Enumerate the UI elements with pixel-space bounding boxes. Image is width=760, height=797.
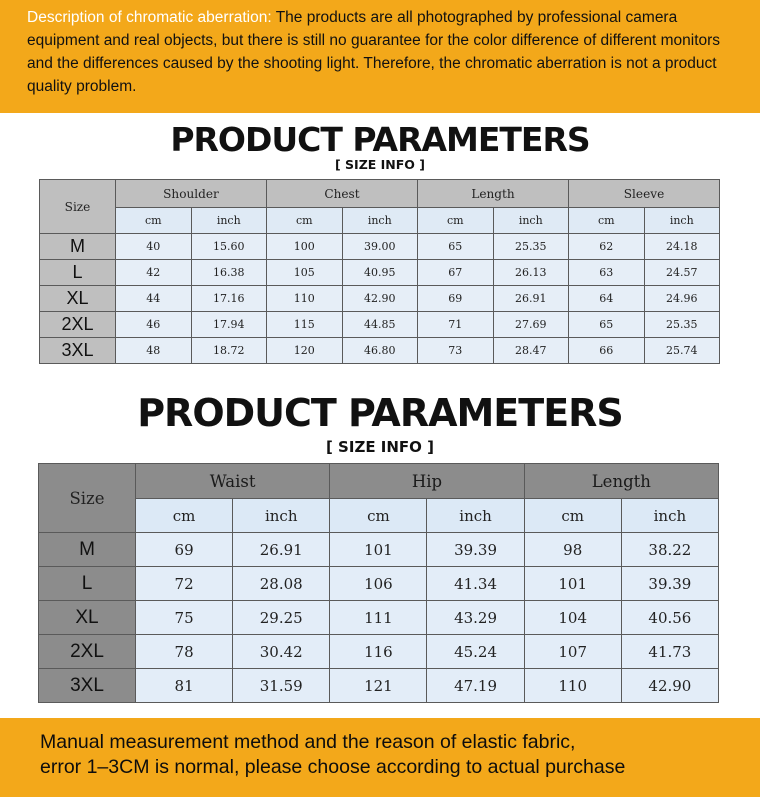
size-column-header: Size (40, 180, 116, 234)
table1-subtitle: [ SIZE INFO ] (334, 157, 425, 172)
top-size-table (39, 179, 720, 364)
size-label: L (39, 567, 136, 601)
table-row (40, 312, 720, 338)
table-cell: 41.34 (427, 567, 524, 601)
table-row (39, 567, 719, 601)
bottom-size-table (38, 463, 719, 703)
table-row (40, 260, 720, 286)
table-cell: 25.35 (644, 312, 720, 338)
table-cell: 98 (524, 533, 621, 567)
table-cell: 69 (418, 286, 494, 312)
table-cell: 48 (116, 338, 192, 364)
table-row (40, 286, 720, 312)
table-cell: 17.16 (191, 286, 267, 312)
table-cell: 106 (330, 567, 427, 601)
table-cell: 30.42 (233, 635, 330, 669)
table-cell: 24.96 (644, 286, 720, 312)
table-cell: 26.91 (493, 286, 569, 312)
unit-header: inch (233, 499, 330, 533)
size-label: M (39, 533, 136, 567)
table-cell: 116 (330, 635, 427, 669)
group-header-hip: Hip (330, 464, 524, 499)
table-cell: 28.08 (233, 567, 330, 601)
table-cell: 62 (569, 234, 645, 260)
table2-subtitle: [ SIZE INFO ] (325, 438, 435, 456)
table-cell: 73 (418, 338, 494, 364)
table-header-row (39, 464, 719, 499)
table-cell: 71 (418, 312, 494, 338)
unit-header: inch (644, 208, 720, 234)
table-row (40, 234, 720, 260)
size-label: 3XL (40, 338, 116, 364)
group-header-sleeve: Sleeve (569, 180, 720, 208)
table-cell: 46 (116, 312, 192, 338)
table-cell: 65 (569, 312, 645, 338)
unit-header: cm (418, 208, 494, 234)
table-cell: 39.39 (621, 567, 718, 601)
unit-header: cm (116, 208, 192, 234)
table-row (40, 338, 720, 364)
table-cell: 25.35 (493, 234, 569, 260)
table-header-row (40, 180, 720, 208)
table-cell: 44.85 (342, 312, 418, 338)
unit-header: cm (267, 208, 343, 234)
table1-title: PRODUCT PARAMETERS (170, 120, 590, 159)
table-cell: 18.72 (191, 338, 267, 364)
table-cell: 100 (267, 234, 343, 260)
table-cell: 110 (524, 669, 621, 703)
table-cell: 105 (267, 260, 343, 286)
group-header-length: Length (418, 180, 569, 208)
table-cell: 42.90 (342, 286, 418, 312)
table-cell: 24.18 (644, 234, 720, 260)
table-cell: 115 (267, 312, 343, 338)
unit-header: cm (136, 499, 233, 533)
table-cell: 44 (116, 286, 192, 312)
note-line-1: Manual measurement method and the reason of elastic fabric, (40, 731, 576, 753)
table-cell: 111 (330, 601, 427, 635)
table-cell: 110 (267, 286, 343, 312)
table-cell: 24.57 (644, 260, 720, 286)
unit-header: inch (621, 499, 718, 533)
note-line-2: error 1–3CM is normal, please choose according to actual purchase (40, 756, 626, 778)
group-header-chest: Chest (267, 180, 418, 208)
table-cell: 47.19 (427, 669, 524, 703)
table-cell: 42.90 (621, 669, 718, 703)
table-cell: 16.38 (191, 260, 267, 286)
table-cell: 41.73 (621, 635, 718, 669)
table-cell: 101 (330, 533, 427, 567)
table-cell: 65 (418, 234, 494, 260)
table-cell: 67 (418, 260, 494, 286)
table-cell: 45.24 (427, 635, 524, 669)
table-cell: 42 (116, 260, 192, 286)
size-label: 3XL (39, 669, 136, 703)
table-row (39, 669, 719, 703)
unit-header: inch (342, 208, 418, 234)
size-label: 2XL (40, 312, 116, 338)
unit-header: inch (493, 208, 569, 234)
unit-header-row (40, 208, 720, 234)
table-cell: 64 (569, 286, 645, 312)
size-label: XL (40, 286, 116, 312)
table-row (39, 635, 719, 669)
table-cell: 40.56 (621, 601, 718, 635)
table-cell: 120 (267, 338, 343, 364)
table-cell: 78 (136, 635, 233, 669)
group-header-shoulder: Shoulder (116, 180, 267, 208)
banner-lead: Description of chromatic aberration: (27, 9, 272, 26)
size-label: M (40, 234, 116, 260)
table-cell: 17.94 (191, 312, 267, 338)
table-cell: 29.25 (233, 601, 330, 635)
table-cell: 38.22 (621, 533, 718, 567)
table-cell: 104 (524, 601, 621, 635)
group-header-waist: Waist (136, 464, 330, 499)
table-cell: 40 (116, 234, 192, 260)
measurement-note-banner (0, 718, 760, 797)
size-label: 2XL (39, 635, 136, 669)
table-cell: 27.69 (493, 312, 569, 338)
table-cell: 46.80 (342, 338, 418, 364)
banner-text: The products are all photographed by professional camera equipment and real objects, but there is still no guarantee for the color difference of different monitors and the differences caused by the shooting light. Therefore, the chromatic aberration is not a product quality problem. (27, 9, 721, 95)
table-row (39, 601, 719, 635)
table-cell: 40.95 (342, 260, 418, 286)
table-cell: 31.59 (233, 669, 330, 703)
table-cell: 72 (136, 567, 233, 601)
table-cell: 25.74 (644, 338, 720, 364)
table-cell: 26.91 (233, 533, 330, 567)
unit-header: inch (427, 499, 524, 533)
size-label: XL (39, 601, 136, 635)
size-label: L (40, 260, 116, 286)
table-cell: 107 (524, 635, 621, 669)
table-cell: 39.00 (342, 234, 418, 260)
table-cell: 121 (330, 669, 427, 703)
table-cell: 69 (136, 533, 233, 567)
table2-title: PRODUCT PARAMETERS (137, 391, 623, 435)
table-cell: 81 (136, 669, 233, 703)
group-header-length: Length (524, 464, 718, 499)
unit-header: inch (191, 208, 267, 234)
table-cell: 101 (524, 567, 621, 601)
table-cell: 66 (569, 338, 645, 364)
table-cell: 43.29 (427, 601, 524, 635)
unit-header: cm (569, 208, 645, 234)
table-cell: 63 (569, 260, 645, 286)
table-cell: 26.13 (493, 260, 569, 286)
table-cell: 39.39 (427, 533, 524, 567)
unit-header: cm (330, 499, 427, 533)
chromatic-aberration-banner (0, 0, 760, 113)
unit-header-row (39, 499, 719, 533)
table-row (39, 533, 719, 567)
table-cell: 15.60 (191, 234, 267, 260)
unit-header: cm (524, 499, 621, 533)
size-column-header: Size (39, 464, 136, 533)
table-cell: 75 (136, 601, 233, 635)
table-cell: 28.47 (493, 338, 569, 364)
